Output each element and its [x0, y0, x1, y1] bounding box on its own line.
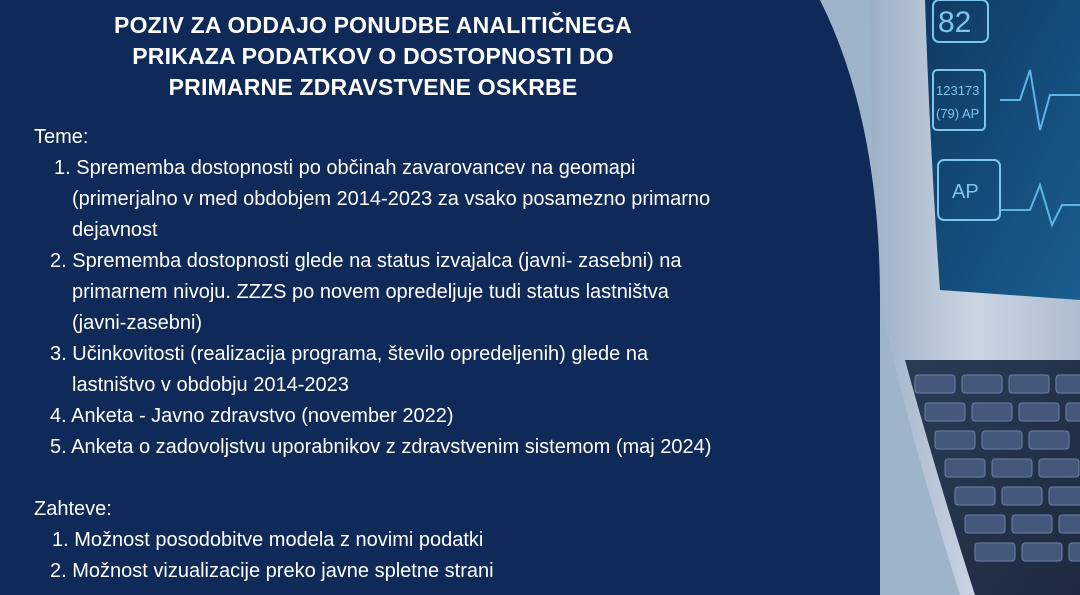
zahteve-heading: Zahteve:: [34, 498, 112, 520]
teme-item-5: [50, 432, 711, 463]
teme-item-1: [54, 153, 636, 184]
teme-item-3: [50, 339, 648, 370]
screen-label: AP: [952, 181, 979, 203]
zahteve-item-2: [50, 556, 494, 587]
list-item-line: Anketa o zadovoljstvu uporabnikov z zdravstvenim sistemom (maj 2024): [71, 436, 712, 458]
title-line-2: PRIKAZA PODATKOV O DOSTOPNOSTI DO: [132, 43, 614, 69]
teme-item-2: [50, 246, 681, 277]
list-number: 4.: [50, 405, 67, 427]
list-number: 3.: [50, 343, 67, 365]
list-item-line: (javni-zasebni): [72, 312, 203, 334]
list-item-line: lastništvo v obdobju 2014-2023: [72, 374, 349, 396]
teme-heading: Teme:: [34, 126, 89, 148]
screen-number: 82: [938, 6, 972, 39]
list-item-line: Učinkovitosti (realizacija programa, število opredeljenih) glede na: [72, 343, 649, 365]
list-item-line: Možnost posodobitve modela z novimi podatki: [74, 529, 484, 551]
list-item-line: Sprememba dostopnosti po občinah zavarovancev na geomapi: [76, 157, 636, 179]
list-item-line: Sprememba dostopnosti glede na status izvajalca (javni- zasebni) na: [72, 250, 682, 272]
list-number: 2.: [50, 560, 67, 582]
title-line-1: POZIV ZA ODDAJO PONUDBE ANALITIČNEGA: [114, 12, 632, 38]
list-number: 1.: [54, 157, 71, 179]
list-item-line: dejavnost: [72, 219, 158, 241]
list-item-line: (primerjalno v med obdobjem 2014-2023 za vsako posamezno primarno: [72, 188, 711, 210]
teme-item-4: [50, 401, 454, 432]
list-number: 1.: [52, 529, 69, 551]
list-item-line: primarnem nivoju. ZZZS po novem opredeljuje tudi status lastništva: [72, 281, 669, 303]
list-number: 2.: [50, 250, 67, 272]
screen-readout-2: (79) AP: [936, 106, 980, 121]
screen-readout-1: 123173: [936, 83, 980, 98]
title-line-3: PRIMARNE ZDRAVSTVENE OSKRBE: [168, 74, 578, 100]
zahteve-item-1: [52, 525, 483, 556]
list-number: 5.: [50, 436, 67, 458]
list-item-line: Anketa - Javno zdravstvo (november 2022): [71, 405, 454, 427]
list-item-line: Možnost vizualizacije preko javne spletne strani: [72, 560, 494, 582]
page-title: [28, 10, 718, 103]
